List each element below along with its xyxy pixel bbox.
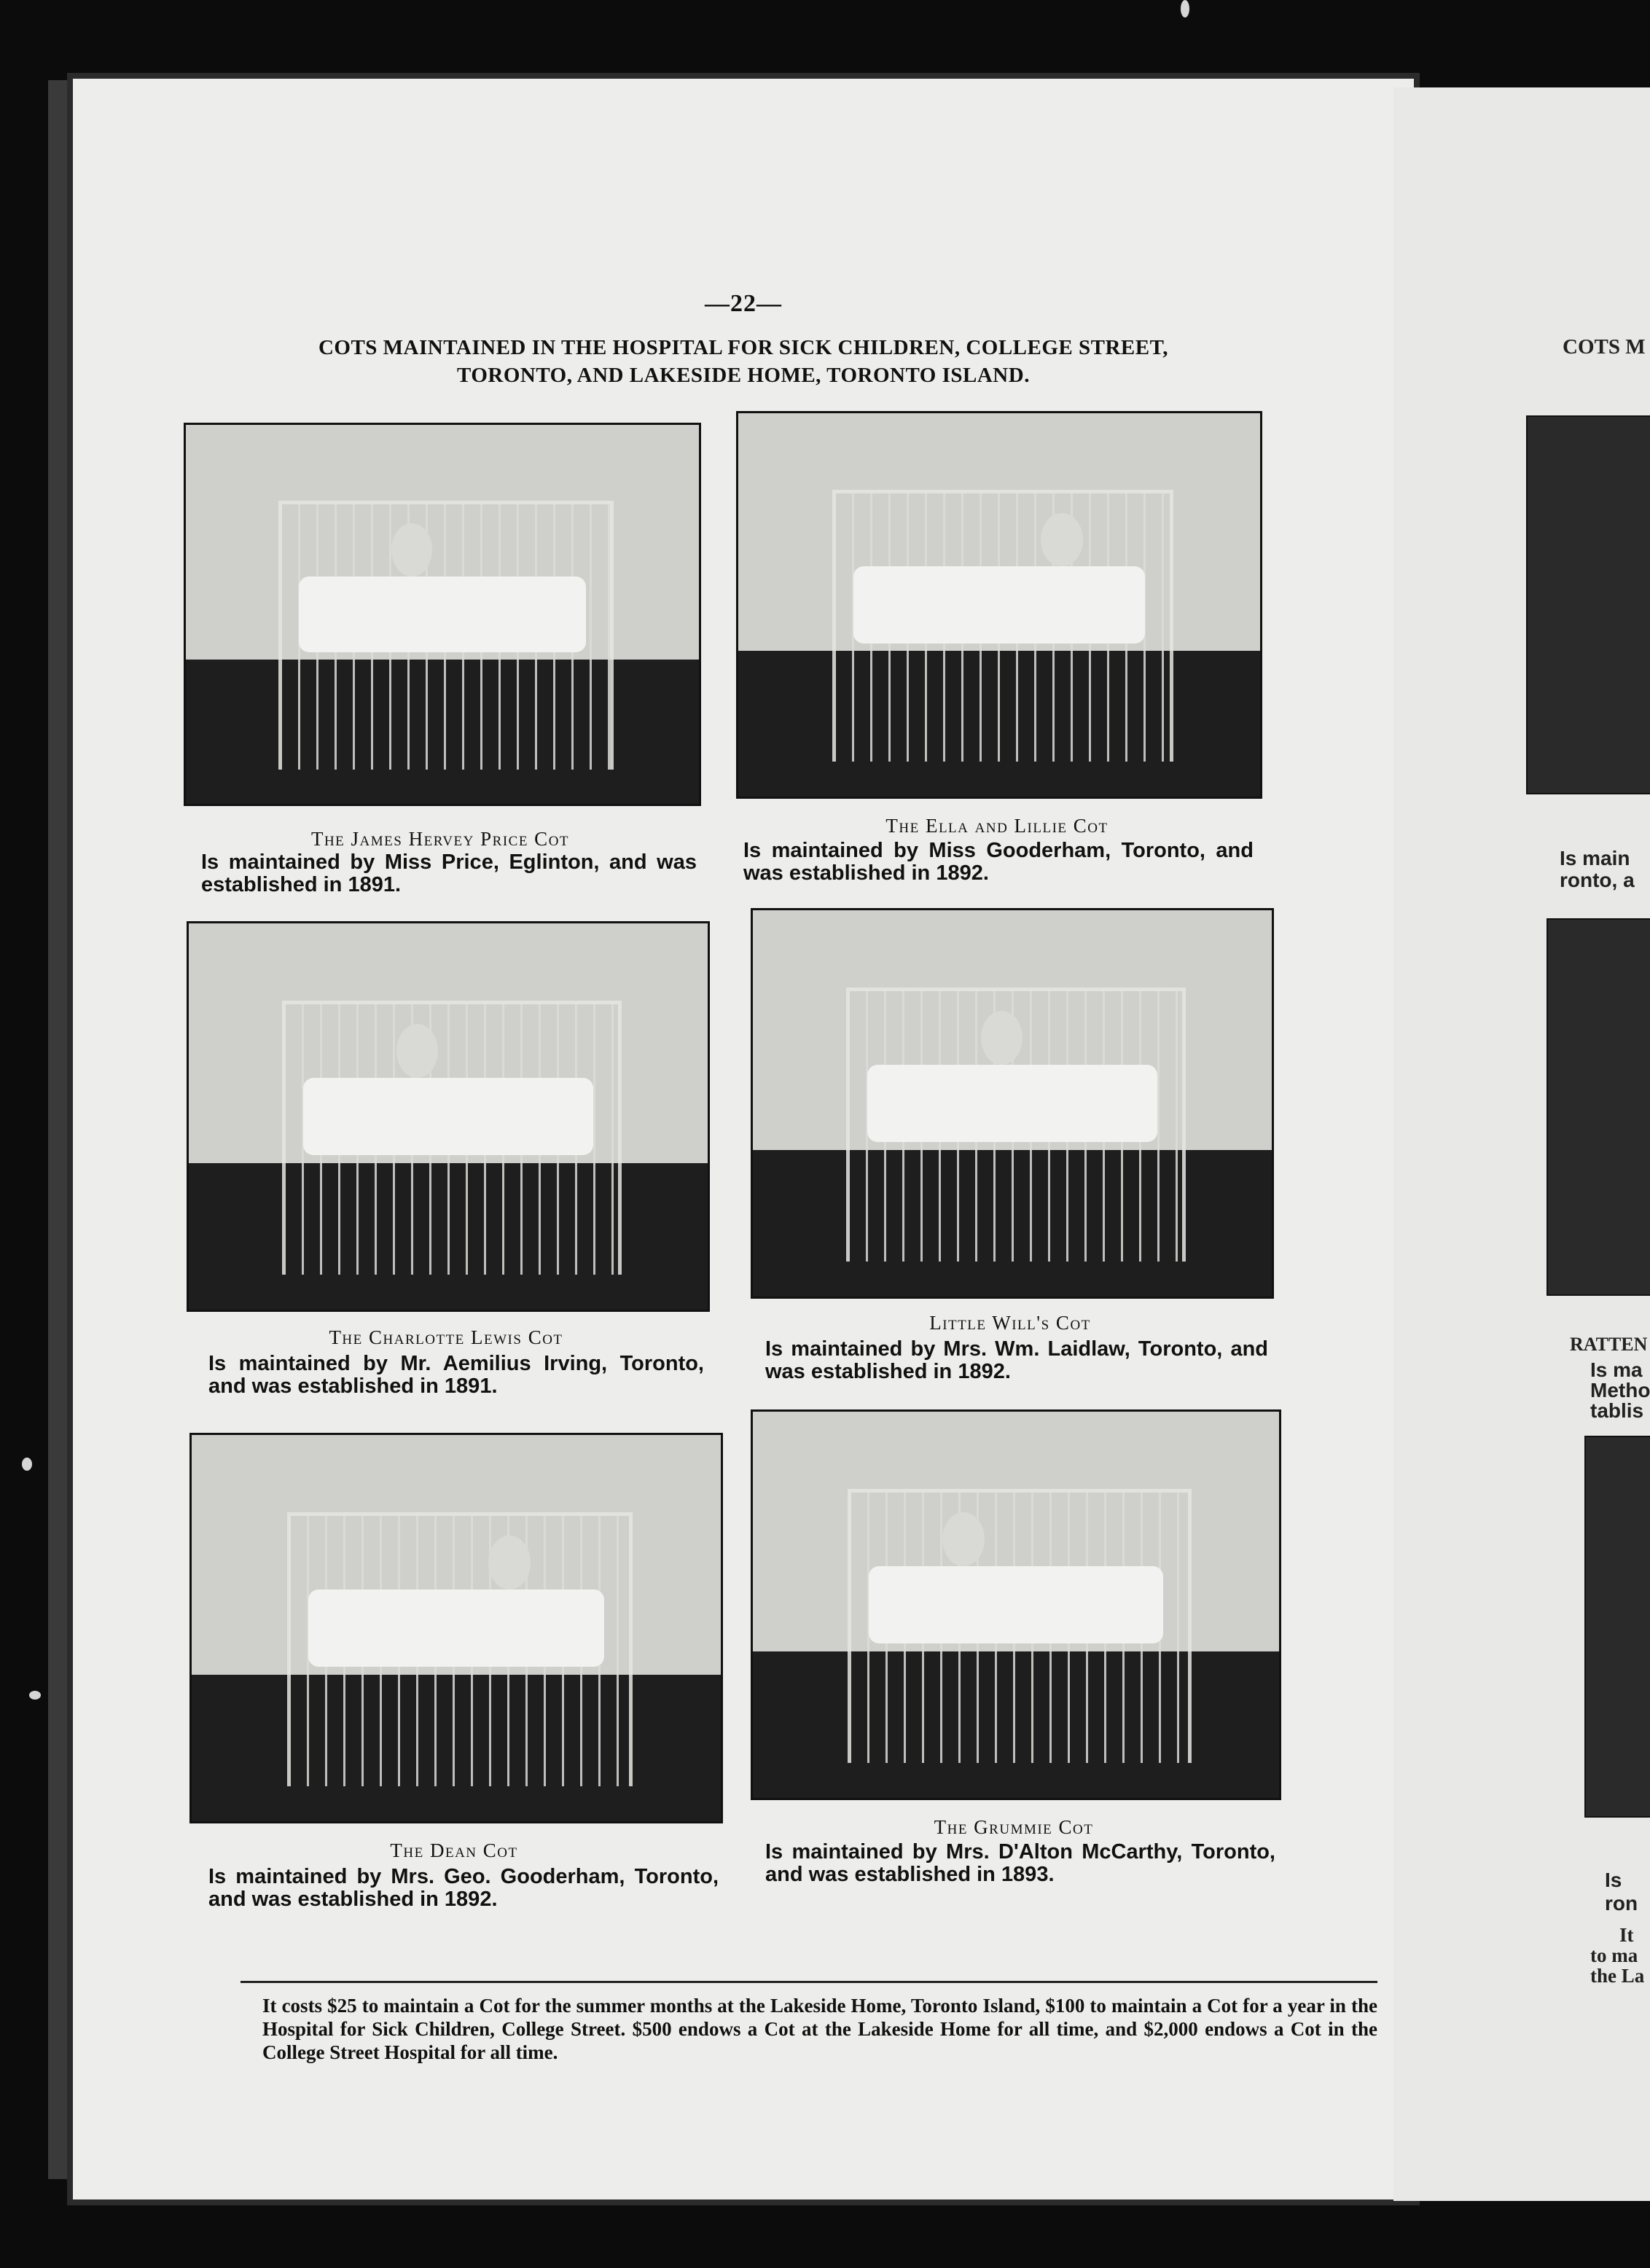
footnote-divider	[241, 1981, 1377, 1983]
photo-dean-cot	[189, 1433, 723, 1823]
next-page-fragment-5: Metho	[1590, 1379, 1650, 1401]
cot-text-grummie: Is maintained by Mrs. D'Alton McCarthy, Toronto, and was established in 1893.	[765, 1840, 1275, 1886]
scan-speck	[22, 1458, 32, 1471]
next-page-fragment-11: the La	[1590, 1965, 1645, 1987]
header-line-1: COTS MAINTAINED IN THE HOSPITAL FOR SICK CHILDREN, COLLEGE STREET,	[318, 336, 1169, 359]
photo-little-will-cot	[751, 908, 1274, 1299]
next-page-photo-3	[1584, 1436, 1650, 1818]
scan-speck	[29, 1691, 41, 1700]
cot-text-price: Is maintained by Miss Price, Eglinton, and was established in 1891.	[201, 850, 697, 896]
next-page-photo-1	[1526, 415, 1650, 794]
next-page-fragment-9: It	[1619, 1924, 1634, 1946]
photo-grummie-cot	[751, 1409, 1281, 1800]
cot-title-price: The James Hervey Price Cot	[310, 828, 570, 850]
next-page-fragment-2: ronto, a	[1560, 869, 1635, 891]
next-page-fragment-1: Is main	[1560, 847, 1630, 869]
cot-title-grummie: The Grummie Cot	[934, 1816, 1094, 1838]
cot-text-dean: Is maintained by Mrs. Geo. Gooderham, Toronto, and was established in 1892.	[208, 1865, 719, 1911]
next-page-fragment-8: ron	[1605, 1892, 1638, 1915]
book-page	[73, 79, 1414, 2199]
next-page-photo-2	[1547, 918, 1650, 1296]
footnote-text: It costs $25 to maintain a Cot for the summer months at the Lakeside Home, Toronto Island, $100 to maintain a Cot for a year in the Hospital for Sick Children, College Street. $500 endows a Cot at the Lakeside Home for all time, and $2,000 endows a Cot in the College Street Hospital for all time.	[262, 1995, 1377, 2063]
page-header	[197, 334, 1290, 389]
next-page-edge	[1393, 87, 1650, 2201]
next-page-fragment-10: to ma	[1590, 1944, 1638, 1966]
cot-text-little-will: Is maintained by Mrs. Wm. Laidlaw, Toronto, and was established in 1892.	[765, 1337, 1268, 1383]
cot-title-charlotte-lewis: The Charlotte Lewis Cot	[329, 1326, 563, 1348]
cot-text-charlotte-lewis: Is maintained by Mr. Aemilius Irving, Toronto, and was established in 1891.	[208, 1352, 704, 1398]
cot-text-ella-lillie: Is maintained by Miss Gooderham, Toronto, and was established in 1892.	[743, 839, 1254, 885]
next-page-header: COTS M	[1563, 335, 1646, 359]
page-number: —22—	[705, 290, 782, 317]
next-page-fragment-3: RATTEN	[1570, 1334, 1648, 1355]
photo-charlotte-lewis-cot	[187, 921, 710, 1312]
cot-title-ella-lillie: The Ella and Lillie Cot	[885, 815, 1109, 837]
cot-title-little-will: Little Will's Cot	[929, 1312, 1091, 1334]
header-line-2: TORONTO, AND LAKESIDE HOME, TORONTO ISLAND.	[457, 364, 1030, 387]
photo-ella-lillie-cot	[736, 411, 1262, 799]
next-page-fragment-7: Is	[1605, 1869, 1622, 1891]
cot-title-dean: The Dean Cot	[390, 1839, 518, 1861]
photo-price-cot	[184, 423, 701, 806]
next-page-fragment-4: Is ma	[1590, 1358, 1643, 1381]
next-page-fragment-6: tablis	[1590, 1399, 1644, 1422]
scan-speck	[1181, 0, 1189, 17]
